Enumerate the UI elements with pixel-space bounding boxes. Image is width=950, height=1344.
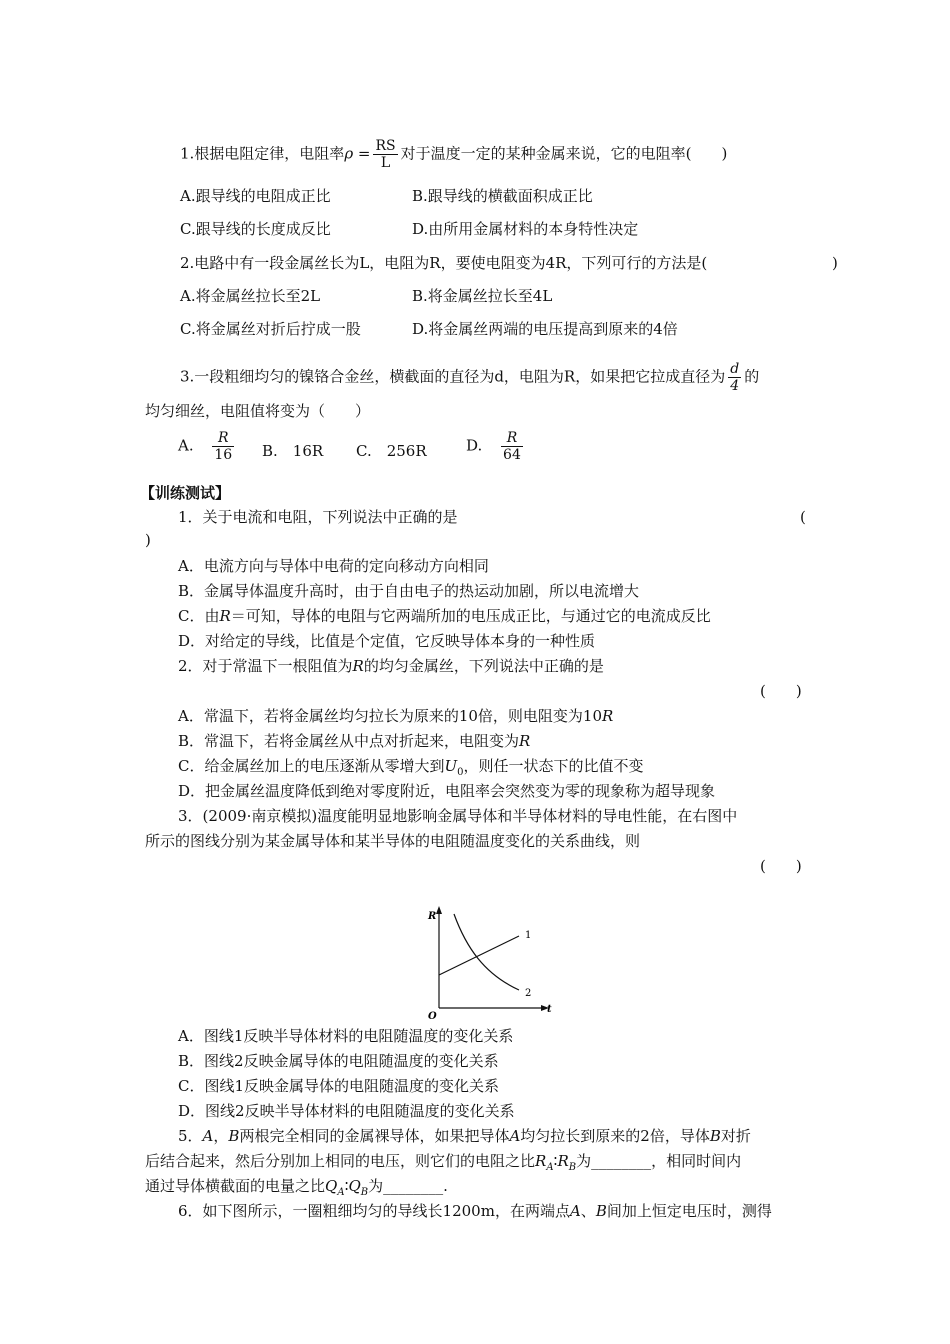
t3-stem-line1: 3．(2009·南京模拟)温度能明显地影响金属导体和半导体材料的导电性能，在右图中 — [178, 807, 738, 825]
t5-line2-text: 后结合起来，然后分别加上相同的电压，则它们的电阻之比 — [145, 1152, 536, 1170]
q1-fraction-denominator: L — [380, 155, 391, 171]
q2-stem: 2.电路中有一段金属丝长为L，电阻为R，要使电阻变为4R，下列可行的方法是( — [180, 254, 708, 272]
x-axis-label: t — [547, 1004, 552, 1015]
t5-number: 5． — [178, 1127, 203, 1145]
t5-line1-mid: 两根完全相同的金属裸导体，如果把导体 — [239, 1127, 510, 1145]
t1-option-b: B．金属导体温度升高时，由于自由电子的热运动加剧，所以电流增大 — [178, 582, 640, 600]
q3-a-denominator: 16 — [214, 447, 233, 463]
t3-option-b: B．图线2反映金属导体的电阻随温度的变化关系 — [178, 1052, 499, 1070]
t5-qb-sub: B — [360, 1187, 369, 1198]
q3-d-numerator: R — [501, 430, 523, 447]
q1-fraction-numerator: RS — [375, 138, 396, 154]
t3-paren: ( ) — [760, 857, 802, 875]
q3-option-a-fraction — [212, 430, 234, 463]
t2-option-c-u: U — [444, 757, 458, 775]
t5-line3-text: 通过导体横截面的电量之比 — [145, 1177, 326, 1195]
curve-2-label: 2 — [525, 988, 532, 999]
t2-option-a — [178, 706, 613, 726]
t5-rb-sub: B — [568, 1162, 577, 1173]
t2-option-a-r: R — [602, 707, 614, 725]
t5-line1-end: 对折 — [720, 1127, 751, 1145]
section-title: 【训练测试】 — [140, 484, 231, 502]
t1-option-c-r: R — [219, 607, 231, 625]
q3-option-d-label: D. — [466, 436, 483, 455]
t5-line3 — [145, 1176, 448, 1203]
q1-option-c: C.跟导线的长度成反比 — [180, 220, 331, 238]
t1-option-d: D．对给定的导线，比值是个定值，它反映导体本身的一种性质 — [178, 632, 596, 650]
t3-option-a: A．图线1反映半导体材料的电阻随温度的变化关系 — [178, 1027, 514, 1045]
q3-option-d-fraction — [501, 430, 523, 463]
t2-option-c-sub: 0 — [457, 767, 464, 778]
t3-option-c: C．图线1反映金属导体的电阻随温度的变化关系 — [178, 1077, 500, 1095]
q3-a-numerator: R — [212, 430, 234, 447]
t6-sep: 、 — [580, 1202, 596, 1220]
q1-option-b: B.跟导线的横截面积成正比 — [412, 187, 593, 205]
q2-paren-close: ) — [832, 254, 838, 272]
t5-colon-2: ∶ — [344, 1177, 349, 1195]
t2-stem-r: R — [352, 657, 364, 675]
t5-sep: ， — [213, 1127, 229, 1145]
origin-label: O — [428, 1011, 437, 1020]
q3-option-b: B. 16R — [262, 442, 324, 460]
t2-stem-end: 的均匀金属丝，下列说法中正确的是 — [363, 657, 604, 675]
t1-paren-open: ( — [800, 508, 806, 526]
t6-a: A — [569, 1202, 581, 1220]
t2-option-b-text: B．常温下，若将金属丝从中点对折起来，电阻变为 — [178, 732, 520, 750]
q2-option-d: D.将金属丝两端的电压提高到原来的4倍 — [412, 320, 678, 338]
t1-stem: 1．关于电流和电阻，下列说法中正确的是 — [178, 508, 458, 526]
curve-1-label: 1 — [525, 930, 532, 941]
q1-option-d: D.由所用金属材料的本身特性决定 — [412, 220, 639, 238]
t1-option-c-end: ＝可知，导体的电阻与它两端所加的电压成正比，与通过它的电流成反比 — [230, 607, 711, 625]
t6-b: B — [595, 1202, 607, 1220]
t5-a: A — [202, 1127, 214, 1145]
t2-option-b-r: R — [519, 732, 531, 750]
q1-stem — [180, 138, 727, 171]
t5-qb: Q — [348, 1177, 361, 1195]
q3-fraction-numerator: d — [730, 361, 740, 377]
q3-fraction — [728, 361, 741, 394]
t3-option-d: D．图线2反映半导体材料的电阻随温度的变化关系 — [178, 1102, 515, 1120]
t5-ra: R — [535, 1152, 547, 1170]
t2-option-c-text: C．给金属丝加上的电压逐渐从零增大到 — [178, 757, 445, 775]
t6-end: 间加上恒定电压时，测得 — [606, 1202, 772, 1220]
t5-b: B — [228, 1127, 240, 1145]
q2-option-c: C.将金属丝对折后拧成一股 — [180, 320, 361, 338]
t2-option-d: D．把金属丝温度降低到绝对零度附近，电阻率会突然变为零的现象称为超导现象 — [178, 782, 716, 800]
curve-1 — [439, 936, 519, 975]
t2-option-c-end: ，则任一状态下的比值不变 — [463, 757, 644, 775]
t3-stem-line2: 所示的图线分别为某金属导体和某半导体的电阻随温度变化的关系曲线，则 — [145, 832, 641, 850]
t5-rb: R — [557, 1152, 569, 1170]
q3-option-a-label: A. — [178, 436, 194, 455]
t1-option-c — [178, 606, 711, 626]
t1-option-c-text: C．由 — [178, 607, 220, 625]
t1-option-a: A．电流方向与导体中电荷的定向移动方向相同 — [178, 557, 489, 575]
q3-d-denominator: 64 — [503, 447, 521, 463]
q3-stem-line2: 均匀细丝，电阻值将变为（ ） — [145, 402, 371, 420]
t5-line2-end: 为________，相同时间内 — [576, 1152, 742, 1170]
t5-b2: B — [709, 1127, 721, 1145]
rho-symbol: ρ = — [344, 144, 371, 163]
t5-line2 — [145, 1151, 741, 1178]
q3-stem — [180, 361, 759, 394]
t5-a2: A — [509, 1127, 521, 1145]
t5-qa-sub: A — [337, 1187, 345, 1198]
q1-stem-text: 1.根据电阻定律，电阻率 — [180, 144, 345, 163]
t2-option-c — [178, 756, 644, 783]
q3-fraction-denominator: 4 — [730, 378, 740, 394]
q3-stem-end: 的 — [744, 367, 760, 386]
q3-option-d — [466, 430, 526, 463]
t5-qa: Q — [325, 1177, 338, 1195]
t5-line3-end: 为________. — [368, 1177, 448, 1195]
y-axis-arrow — [436, 906, 442, 914]
q2-option-b: B.将金属丝拉长至4L — [412, 287, 553, 305]
t2-stem — [178, 656, 604, 676]
t6-line1 — [178, 1201, 772, 1221]
resistance-temperature-graph — [404, 902, 556, 1020]
q2-option-a: A.将金属丝拉长至2L — [180, 287, 321, 305]
q1-fraction — [373, 138, 397, 171]
t6-text: 6．如下图所示，一圈粗细均匀的导线长1200m，在两端点 — [178, 1202, 570, 1220]
t2-stem-text: 2．对于常温下一根阻值为 — [178, 657, 353, 675]
q1-option-a: A.跟导线的电阻成正比 — [180, 187, 331, 205]
t1-paren-close: ) — [145, 531, 151, 549]
t2-option-a-text: A．常温下，若将金属丝均匀拉长为原来的10倍，则电阻变为10 — [178, 707, 603, 725]
q3-option-c: C. 256R — [356, 442, 427, 460]
t2-paren: ( ) — [760, 682, 802, 700]
t5-colon: ∶ — [553, 1152, 558, 1170]
q3-option-a — [178, 430, 237, 463]
t5-ra-sub: A — [546, 1162, 554, 1173]
t2-option-b — [178, 731, 530, 751]
t5-line1 — [178, 1126, 751, 1146]
y-axis-label: R — [428, 911, 437, 922]
q3-stem-text: 3.一段粗细均匀的镍铬合金丝，横截面的直径为d，电阻为R，如果把它拉成直径为 — [180, 367, 726, 386]
t5-line1-mid2: 均匀拉长到原来的2倍，导体 — [520, 1127, 710, 1145]
q1-stem-end: 对于温度一定的某种金属来说，它的电阻率( ) — [400, 144, 728, 163]
